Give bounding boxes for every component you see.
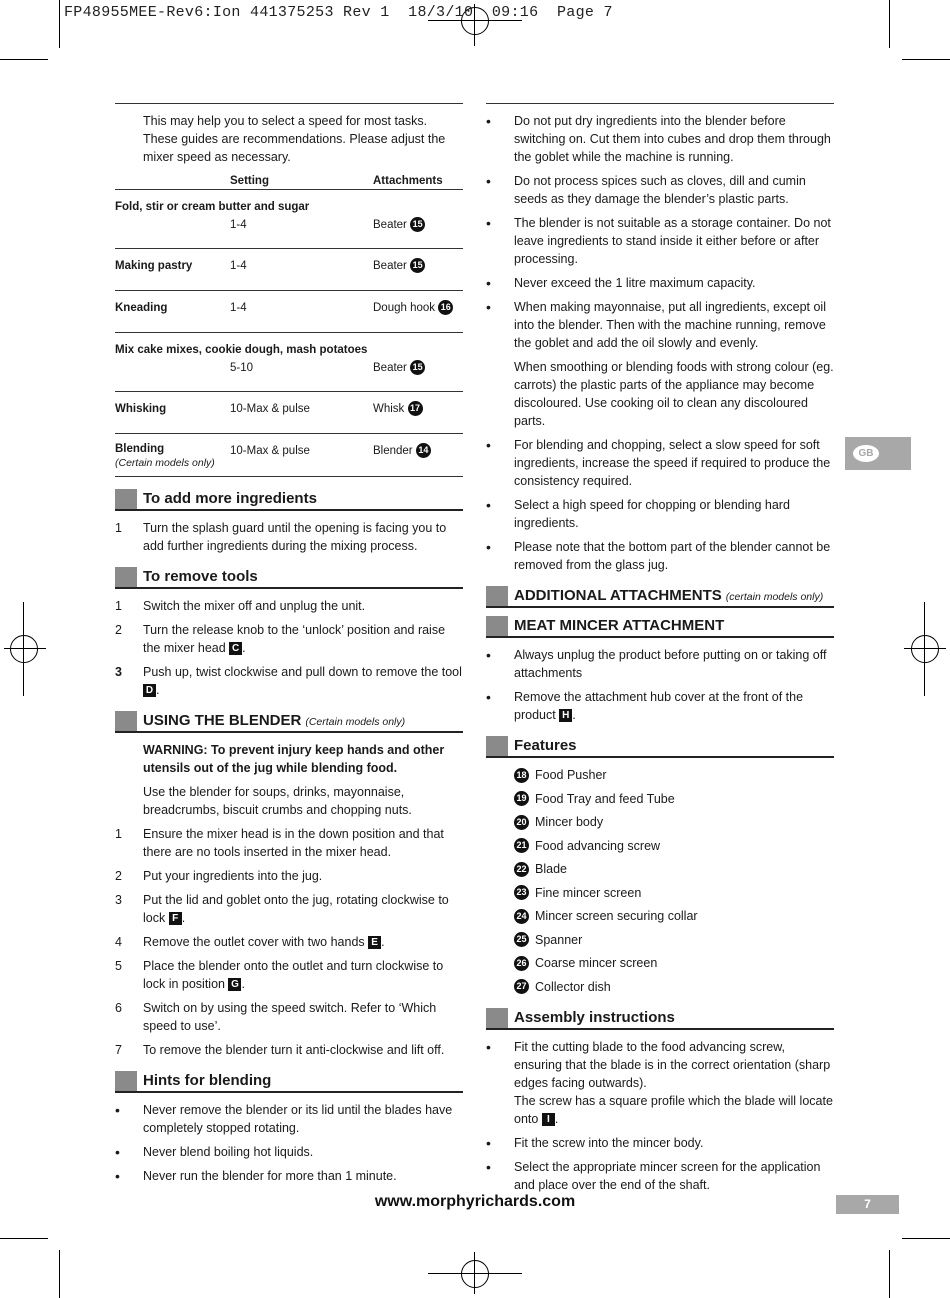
- part-number-badge: 15: [410, 258, 425, 273]
- figure-ref-badge: F: [169, 912, 182, 925]
- footer-website: www.morphyrichards.com: [374, 1193, 576, 1210]
- crop-mark: [889, 1250, 890, 1298]
- speed-table: [115, 172, 463, 477]
- page-number: 7: [836, 1195, 899, 1214]
- list-item: 3 Push up, twist clockwise and pull down to remove the tool D .: [115, 665, 462, 697]
- feature-item: 21 Food advancing screw: [514, 837, 834, 855]
- figure-ref-badge: C: [229, 642, 242, 655]
- section-heading-additional-attachments: ADDITIONAL ATTACHMENTS (certain models only): [486, 586, 834, 608]
- speed-guide-intro: This may help you to select a speed for most tasks. These guides are recommendations. Please adjust the mixer speed as necessary.: [143, 114, 446, 164]
- section-heading-features: Features: [486, 736, 834, 758]
- crop-mark: [902, 59, 950, 60]
- figure-ref-badge: H: [559, 709, 572, 722]
- figure-ref-badge: E: [368, 936, 381, 949]
- list-item: • Do not put dry ingredients into the blender before switching on. Cut them into cubes and drop them through the goblet while the machine is running.: [486, 113, 831, 164]
- table-row: Kneading 1-4 Dough hook 16: [115, 291, 463, 333]
- list-item: • Select the appropriate mincer screen for the application and place over the end of the shaft.: [486, 1158, 821, 1192]
- part-number-badge: 21: [514, 838, 529, 853]
- section-heading-assembly: Assembly instructions: [486, 1008, 834, 1030]
- list-item: • Never exceed the 1 litre maximum capacity.: [486, 275, 756, 291]
- part-number-badge: 16: [438, 300, 453, 315]
- feature-item: 20 Mincer body: [514, 813, 834, 831]
- part-number-badge: 19: [514, 791, 529, 806]
- crop-mark: [59, 1250, 60, 1298]
- colour-note: When smoothing or blending foods with strong colour (eg. carrots) the plastic parts of the appliance may become discoloured. Use cooking oil to clean any discoloured parts.: [514, 360, 834, 428]
- list-item: 2 Turn the release knob to the ‘unlock’ position and raise the mixer head C .: [115, 623, 446, 655]
- part-number-badge: 20: [514, 815, 529, 830]
- list-item: • For blending and chopping, select a slow speed for soft ingredients, increase the speed if required to produce the consistency required.: [486, 437, 831, 488]
- right-column: [486, 103, 834, 1200]
- list-item: • When making mayonnaise, put all ingredients, except oil into the blender. Then with the machine running, remove the goblet and add the oil slowly and evenly.: [486, 299, 826, 350]
- list-item: • Remove the attachment hub cover at the front of the product H .: [486, 689, 804, 722]
- language-tab-label: GB: [853, 445, 879, 462]
- table-row: Mix cake mixes, cookie dough, mash potatoes 5-10 Beater 15: [115, 333, 463, 392]
- list-item: • Never blend boiling hot liquids.: [115, 1144, 314, 1160]
- figure-ref-badge: D: [143, 684, 156, 697]
- crop-mark: [902, 1238, 950, 1239]
- part-number-badge: 26: [514, 956, 529, 971]
- left-column: [115, 103, 463, 1191]
- list-item: • The blender is not suitable as a storage container. Do not leave ingredients to stand inside it either before or after processing.: [486, 215, 831, 266]
- warning-text: WARNING: To prevent injury keep hands and other utensils out of the jug while blending food.: [143, 743, 445, 775]
- feature-item: 23 Fine mincer screen: [514, 884, 834, 902]
- table-row: Fold, stir or cream butter and sugar 1-4 Beater 15: [115, 190, 463, 249]
- part-number-badge: 14: [416, 443, 431, 458]
- part-number-badge: 23: [514, 885, 529, 900]
- part-number-badge: 25: [514, 932, 529, 947]
- list-item: 1 Ensure the mixer head is in the down position and that there are no tools inserted in the mixer head.: [115, 827, 444, 859]
- list-item: 4 Remove the outlet cover with two hands E .: [115, 935, 385, 949]
- table-row: Making pastry 1-4 Beater 15: [115, 249, 463, 291]
- list-item: • Fit the screw into the mincer body.: [486, 1134, 704, 1151]
- list-item: 1 Turn the splash guard until the opening is facing you to add further ingredients during the mixing process.: [115, 521, 447, 553]
- table-row: Blending (Certain models only) 10-Max & pulse Blender 14: [115, 434, 463, 477]
- list-item: 1 Switch the mixer off and unplug the unit.: [115, 599, 366, 613]
- list-item: • Never run the blender for more than 1 minute.: [115, 1168, 397, 1184]
- figure-ref-badge: I: [542, 1113, 555, 1126]
- list-item: 2 Put your ingredients into the jug.: [115, 869, 323, 883]
- section-heading-using-blender: USING THE BLENDER (Certain models only): [115, 711, 463, 733]
- figure-ref-badge: G: [228, 978, 241, 991]
- list-item: • Always unplug the product before putting on or taking off attachments: [486, 647, 827, 680]
- section-heading-hints: Hints for blending: [115, 1071, 463, 1093]
- feature-item: 18 Food Pusher: [514, 766, 834, 784]
- print-slug-header: FP48955MEE-Rev6:Ion 441375253 Rev 1 18/3/10 09:16 Page 7: [64, 4, 613, 21]
- part-number-badge: 22: [514, 862, 529, 877]
- part-number-badge: 24: [514, 909, 529, 924]
- crop-mark: [59, 0, 60, 48]
- crop-mark: [0, 1238, 48, 1239]
- list-item: • Select a high speed for chopping or blending hard ingredients.: [486, 497, 790, 530]
- list-item: 6 Switch on by using the speed switch. Refer to ‘Which speed to use’.: [115, 1001, 437, 1033]
- crop-mark: [889, 0, 890, 48]
- section-heading-remove-tools: To remove tools: [115, 567, 463, 589]
- table-header-attachments: Attachments: [373, 175, 443, 187]
- list-item: 5 Place the blender onto the outlet and turn clockwise to lock in position G .: [115, 959, 444, 991]
- feature-item: 24 Mincer screen securing collar: [514, 907, 834, 925]
- feature-item: 22 Blade: [514, 860, 834, 878]
- feature-item: 26 Coarse mincer screen: [514, 954, 834, 972]
- blender-intro: Use the blender for soups, drinks, mayonnaise, breadcrumbs, biscuit crumbs and chopping nuts.: [143, 785, 412, 817]
- table-row: Whisking 10-Max & pulse Whisk 17: [115, 392, 463, 434]
- list-item: • Never remove the blender or its lid until the blades have completely stopped rotating.: [115, 1102, 453, 1135]
- list-item: • Fit the cutting blade to the food advancing screw, ensuring that the blade is in the correct orientation (sharp edges facing outwards). The screw has a square profile which the blade will locate onto I .: [486, 1038, 833, 1126]
- feature-item: 25 Spanner: [514, 931, 834, 949]
- list-item: • Please note that the bottom part of the blender cannot be removed from the glass jug.: [486, 539, 831, 572]
- part-number-badge: 17: [408, 401, 423, 416]
- part-number-badge: 18: [514, 768, 529, 783]
- part-number-badge: 15: [410, 360, 425, 375]
- feature-item: 27 Collector dish: [514, 978, 834, 996]
- feature-item: 19 Food Tray and feed Tube: [514, 790, 834, 808]
- section-heading-meat-mincer: MEAT MINCER ATTACHMENT: [486, 616, 834, 638]
- part-number-badge: 15: [410, 217, 425, 232]
- list-item: 7 To remove the blender turn it anti-clockwise and lift off.: [115, 1043, 445, 1057]
- list-item: 3 Put the lid and goblet onto the jug, rotating clockwise to lock F .: [115, 893, 449, 925]
- table-header-setting: Setting: [230, 175, 269, 187]
- crop-mark: [0, 59, 48, 60]
- part-number-badge: 27: [514, 979, 529, 994]
- list-item: • Do not process spices such as cloves, dill and cumin seeds as they damage the blender’s plastic parts.: [486, 173, 806, 206]
- language-tab: [845, 437, 911, 470]
- section-heading-add-ingredients: To add more ingredients: [115, 489, 463, 511]
